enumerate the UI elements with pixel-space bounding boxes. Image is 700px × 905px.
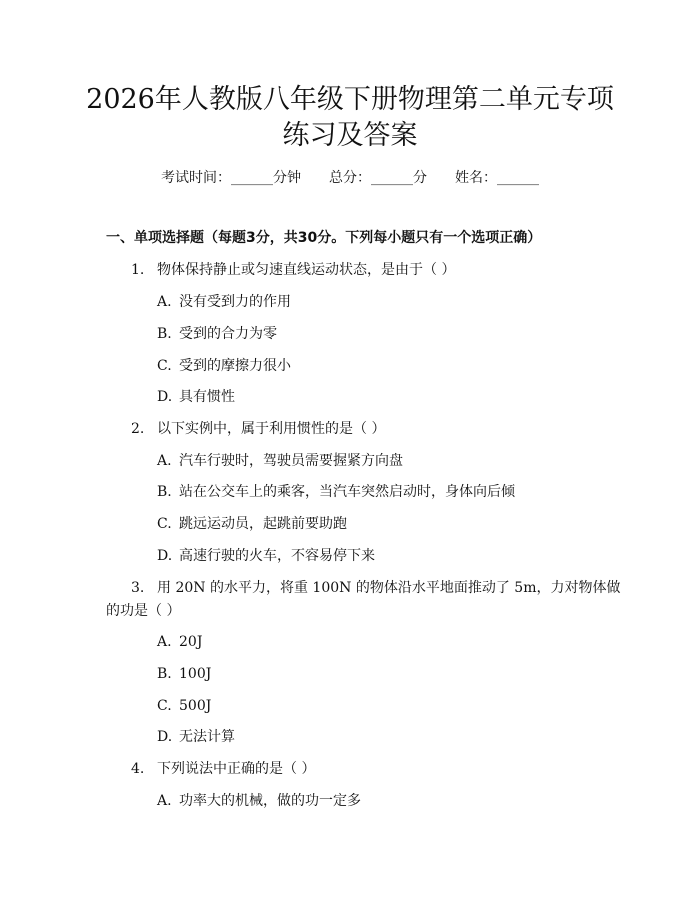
student-name-field: 姓名：______ — [455, 170, 539, 186]
option-2b — [157, 482, 515, 502]
option-1d — [157, 387, 235, 407]
option-3d — [157, 727, 235, 747]
option-letter: B. — [157, 326, 172, 342]
option-text: 受到的合力为零 — [179, 326, 277, 342]
option-letter: C. — [157, 516, 172, 532]
option-text: 具有惯性 — [179, 389, 235, 405]
option-letter: C. — [157, 358, 172, 374]
option-2c — [157, 514, 347, 534]
option-text: 受到的摩擦力很小 — [179, 358, 291, 374]
document-title-line-1: 2026年人教版八年级下册物理第二单元专项 — [86, 84, 614, 115]
option-text: 高速行驶的火车，不容易停下来 — [179, 548, 375, 564]
option-letter: B. — [157, 666, 172, 682]
option-2a — [157, 451, 403, 471]
option-2d — [157, 546, 375, 566]
option-letter: D. — [157, 729, 173, 745]
option-text: 无法计算 — [179, 729, 235, 745]
total-score-field: 总分：______分 — [329, 170, 427, 186]
option-letter: B. — [157, 484, 172, 500]
question-text: 以下实例中，属于利用惯性的是（ ） — [157, 421, 386, 437]
option-text: 100J — [179, 666, 212, 682]
option-text: 20J — [179, 634, 203, 650]
question-text: 用 20N 的水平力，将重 100N 的物体沿水平地面推动了 5m，力对物体做 — [157, 580, 621, 596]
exam-time-field: 考试时间：______分钟 — [161, 170, 301, 186]
question-number: 4. — [131, 761, 145, 777]
question-text: 下列说法中正确的是（ ） — [157, 761, 316, 777]
option-4a — [157, 791, 361, 811]
option-1c — [157, 356, 291, 376]
option-1a — [157, 292, 291, 312]
section-heading: 一、单项选择题（每题3分，共30分。下列每小题只有一个选项正确） — [106, 230, 542, 246]
option-letter: A. — [157, 453, 172, 469]
question-text: 物体保持静止或匀速直线运动状态，是由于（ ） — [157, 262, 456, 278]
option-letter: A. — [157, 634, 172, 650]
option-letter: D. — [157, 389, 173, 405]
option-3b — [157, 664, 211, 684]
option-3a — [157, 632, 202, 652]
option-letter: D. — [157, 548, 173, 564]
option-text: 汽车行驶时，驾驶员需要握紧方向盘 — [179, 453, 403, 469]
option-text: 跳远运动员，起跳前要助跑 — [179, 516, 347, 532]
option-letter: A. — [157, 793, 172, 809]
option-text: 500J — [179, 698, 212, 714]
option-text: 站在公交车上的乘客，当汽车突然启动时，身体向后倾 — [179, 484, 515, 500]
option-text: 没有受到力的作用 — [179, 294, 291, 310]
question-number: 2. — [131, 421, 145, 437]
question-number: 1. — [131, 262, 145, 278]
option-3c — [157, 696, 211, 716]
option-letter: A. — [157, 294, 172, 310]
question-text-continuation: 的功是（ ） — [106, 603, 181, 619]
option-1b — [157, 324, 277, 344]
option-letter: C. — [157, 698, 172, 714]
option-text: 功率大的机械，做的功一定多 — [179, 793, 361, 809]
exam-meta-row — [0, 168, 700, 188]
document-title-line-2: 练习及答案 — [282, 120, 418, 151]
question-number: 3. — [131, 580, 145, 596]
